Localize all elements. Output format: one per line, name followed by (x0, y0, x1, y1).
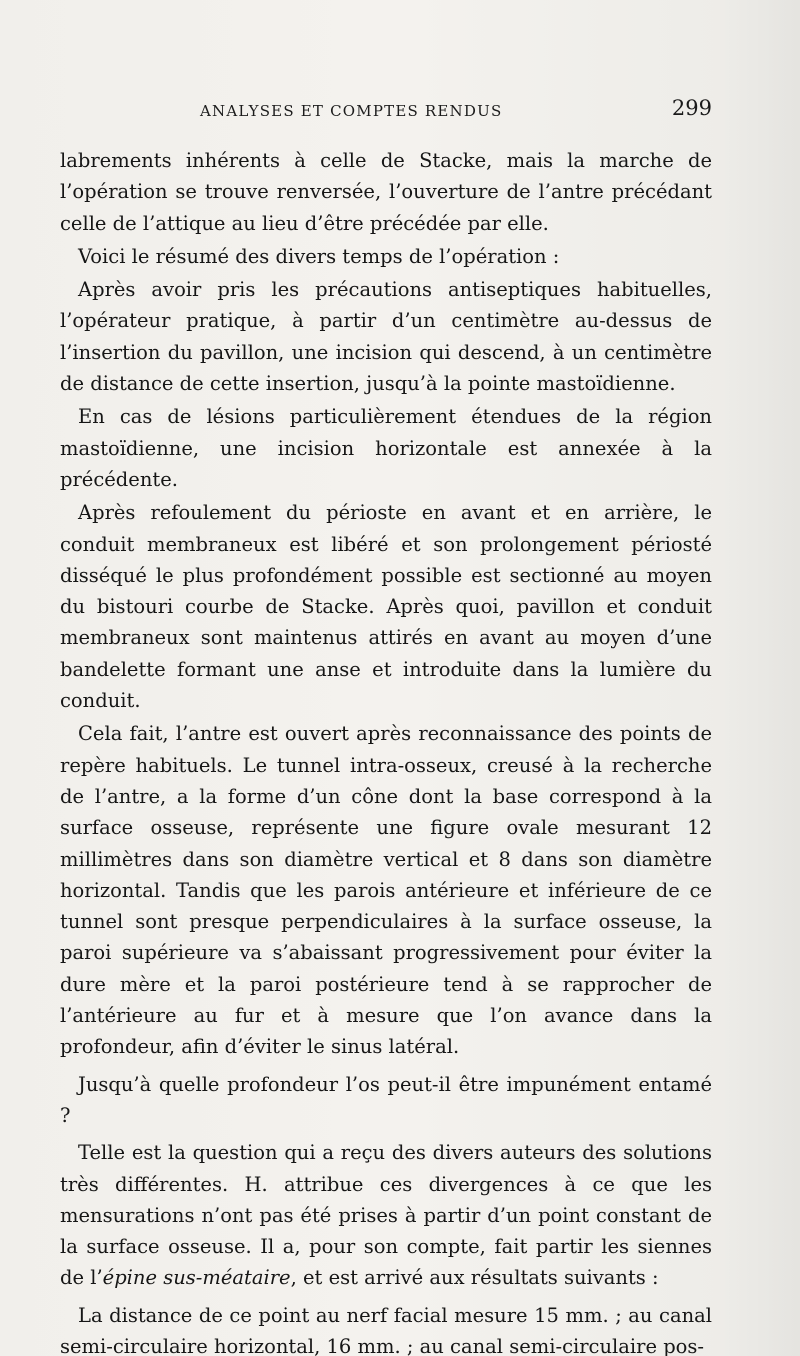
paragraph-7: Jusqu’à quelle profondeur l’os peut-il être impunément entamé ? (60, 1072, 712, 1127)
page-header (60, 96, 712, 132)
body-text (60, 145, 712, 1356)
running-title: ANALYSES ET COMPTES RENDUS (200, 102, 503, 120)
paragraph-4: En cas de lésions particulièrement étendues de la région mastoïdienne, une incision horizontale est annexée à la précédente. (60, 405, 712, 491)
paragraph-6: Cela fait, l’antre est ouvert après reconnaissance des points de repère habituels. Le tunnel intra-osseux, creusé à la recherche de l’antre, a la forme d’un cône dont la base correspond à la surface osseuse, représente une figure ovale mesurant 12 millimètres dans son diamètre vertical et 8 dans son diamètre horizontal. Tandis que les parois antérieure et inférieure de ce tunnel sont presque perpendiculaires à la surface osseuse, la paroi supérieure va s’abaissant progressivement pour éviter la dure mère et la paroi postérieure tend à se rapprocher de l’antérieure au fur et à mesure que l’on avance dans la profondeur, afin d’éviter le sinus latéral. (60, 722, 712, 1059)
paragraph-8 (60, 1137, 712, 1293)
paragraph-9: La distance de ce point au nerf facial mesure 15 mm. ; au canal semi-circulaire horizontal, 16 mm. ; au canal semi-circulaire pos- (60, 1303, 712, 1356)
paragraph-5: Après refoulement du périoste en avant et en arrière, le conduit membraneux est libéré et son prolongement périosté disséqué le plus profondément possible est sectionné au moyen du bistouri courbe de Stacke. Après quoi, pavillon et conduit membraneux sont maintenus attirés en avant au moyen d’une bandelette formant une anse et introduite dans la lumière du conduit. (60, 501, 712, 713)
paragraph-3: Après avoir pris les précautions antiseptiques habituelles, l’opérateur pratique, à partir d’un centimètre au-dessus de l’insertion du pavillon, une incision qui descend, à un centimètre de distance de cette insertion, jusqu’à la pointe mastoïdienne. (60, 278, 712, 396)
page-number: 299 (671, 96, 712, 120)
emphasized-term: épine sus-méataire (102, 1266, 291, 1290)
paragraph-8-end: , et est arrivé aux résultats suivants : (290, 1266, 659, 1290)
paragraph-1: labrements inhérents à celle de Stacke, mais la marche de l’opération se trouve renversée, l’ouverture de l’antre précédant celle de l’attique au lieu d’être précédée par elle. (60, 149, 712, 235)
facing-page-shadow (720, 0, 800, 1356)
paragraph-2: Voici le résumé des divers temps de l’opération : (78, 244, 560, 268)
paragraph-8-start: Telle est la question qui a reçu des divers auteurs des solutions très différentes. H. attribue ces divergences à ce que les mensurations n’ont pas été prises à partir d’un point constant de la surface osseuse. Il a, pour son compte, fait partir les siennes de l’ (60, 1141, 712, 1290)
